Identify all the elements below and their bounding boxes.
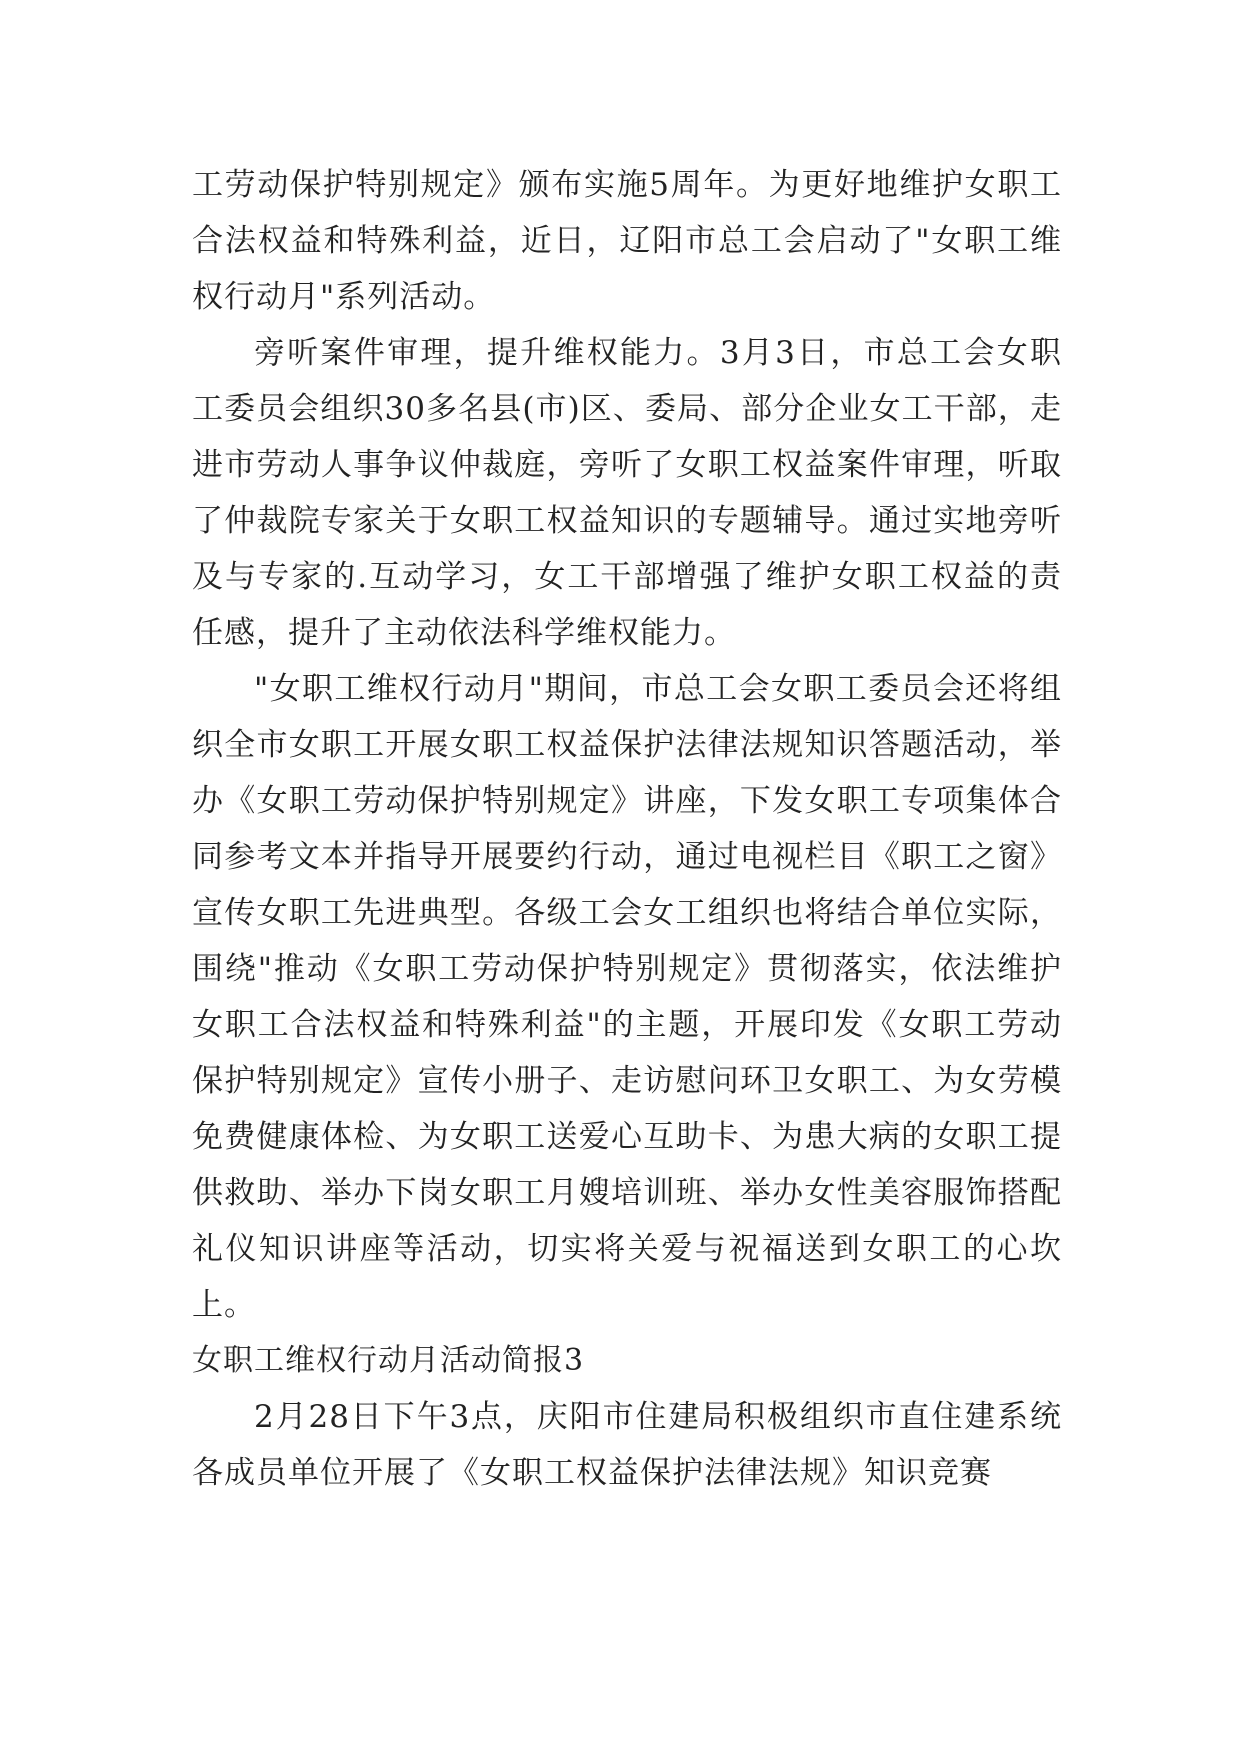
paragraph-case-hearing: 旁听案件审理，提升维权能力。3月3日，市总工会女职工委员会组织30多名县(市)区、委局、部分企业女工干部，走进市劳动人事争议仲裁庭，旁听了女职工权益案件审理，听取了仲裁院专家关于女职工权益知识的专题辅导。通过实地旁听及与专家的.互动学习，女工干部增强了维护女职工权益的责任感，提升了主动依法科学维权能力。 — [192, 335, 1062, 651]
paragraph-continuation: 工劳动保护特别规定》颁布实施5周年。为更好地维护女职工合法权益和特殊利益，近日，辽阳市总工会启动了"女职工维权行动月"系列活动。 — [192, 167, 1062, 315]
paragraph-knowledge-contest: 2月28日下午3点，庆阳市住建局积极组织市直住建系统各成员单位开展了《女职工权益保护法律法规》知识竞赛 — [192, 1399, 1062, 1491]
paragraph-action-month: "女职工维权行动月"期间，市总工会女职工委员会还将组织全市女职工开展女职工权益保护法律法规知识答题活动，举办《女职工劳动保护特别规定》讲座，下发女职工专项集体合同参考文本并指导开展要约行动，通过电视栏目《职工之窗》宣传女职工先进典型。各级工会女工组织也将结合单位实际，围绕"推动《女职工劳动保护特别规定》贯彻落实，依法维护女职工合法权益和特殊利益"的主题，开展印发《女职工劳动保护特别规定》宣传小册子、走访慰问环卫女职工、为女劳模免费健康体检、为女职工送爱心互助卡、为患大病的女职工提供救助、举办下岗女职工月嫂培训班、举办女性美容服饰搭配礼仪知识讲座等活动，切实将关爱与祝福送到女职工的心坎上。 — [192, 671, 1062, 1323]
document-body — [192, 157, 1062, 1501]
section-heading: 女职工维权行动月活动简报3 — [192, 1343, 585, 1378]
